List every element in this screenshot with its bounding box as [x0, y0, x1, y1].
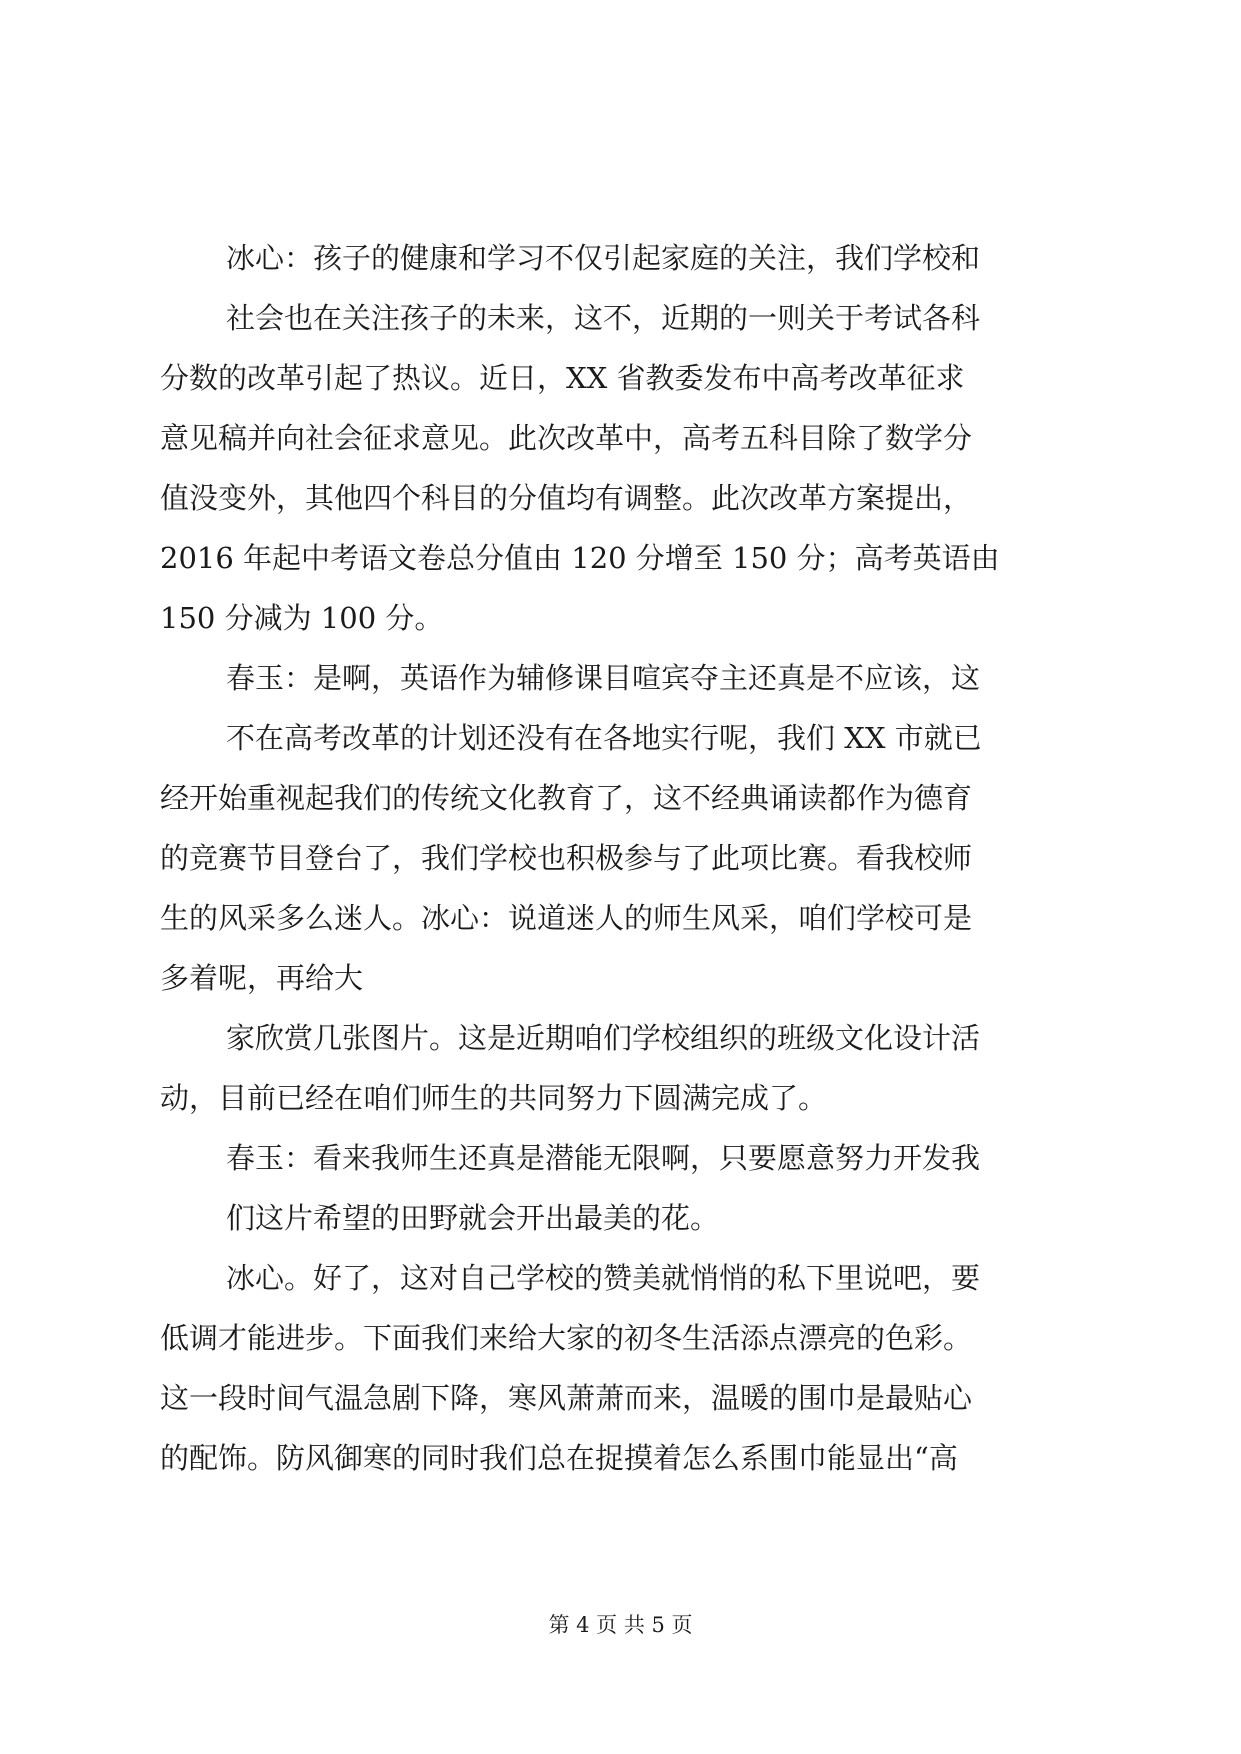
text-line: 生的风采多么迷人。冰心：说道迷人的师生风采，咱们学校可是 [160, 901, 973, 935]
text-line: 2016 年起中考语文卷总分值由 120 分增至 150 分；高考英语由 [160, 541, 1000, 575]
text-line: 春玉：是啊，英语作为辅修课目喧宾夺主还真是不应该，这 [226, 661, 981, 695]
text-line: 低调才能进步。下面我们来给大家的初冬生活添点漂亮的色彩。 [160, 1321, 973, 1355]
text-line: 分数的改革引起了热议。近日，XX 省教委发布中高考改革征求 [160, 361, 965, 395]
text-line: 动，目前已经在咱们师生的共同努力下圆满完成了。 [160, 1081, 828, 1115]
text-line: 经开始重视起我们的传统文化教育了，这不经典诵读都作为德育 [160, 781, 973, 815]
page-footer [0, 1609, 1241, 1639]
text-line: 意见稿并向社会征求意见。此次改革中，高考五科目除了数学分 [160, 421, 973, 455]
text-line: 多着呢，再给大 [160, 961, 364, 995]
text-line: 不在高考改革的计划还没有在各地实行呢，我们 XX 市就已 [226, 721, 982, 755]
text-line: 社会也在关注孩子的未来，这不，近期的一则关于考试各科 [226, 301, 981, 335]
text-line: 150 分减为 100 分。 [160, 601, 444, 635]
text-line: 冰心。好了，这对自己学校的赞美就悄悄的私下里说吧，要 [226, 1261, 981, 1295]
text-line: 这一段时间气温急剧下降，寒风萧萧而来，温暖的围巾是最贴心 [160, 1381, 973, 1415]
text-line: 家欣赏几张图片。这是近期咱们学校组织的班级文化设计活 [226, 1021, 981, 1055]
text-line: 的竞赛节目登台了，我们学校也积极参与了此项比赛。看我校师 [160, 841, 973, 875]
text-line: 值没变外，其他四个科目的分值均有调整。此次改革方案提出， [160, 481, 973, 515]
page-number-label: 第 4 页 共 5 页 [548, 1613, 693, 1637]
text-line: 的配饰。防风御寒的同时我们总在捉摸着怎么系围巾能显出“高 [160, 1441, 958, 1475]
document-body [160, 228, 1082, 1488]
text-line: 们这片希望的田野就会开出最美的花。 [226, 1201, 720, 1235]
text-line: 冰心：孩子的健康和学习不仅引起家庭的关注，我们学校和 [226, 241, 981, 275]
text-line: 春玉：看来我师生还真是潜能无限啊，只要愿意努力开发我 [226, 1141, 981, 1175]
